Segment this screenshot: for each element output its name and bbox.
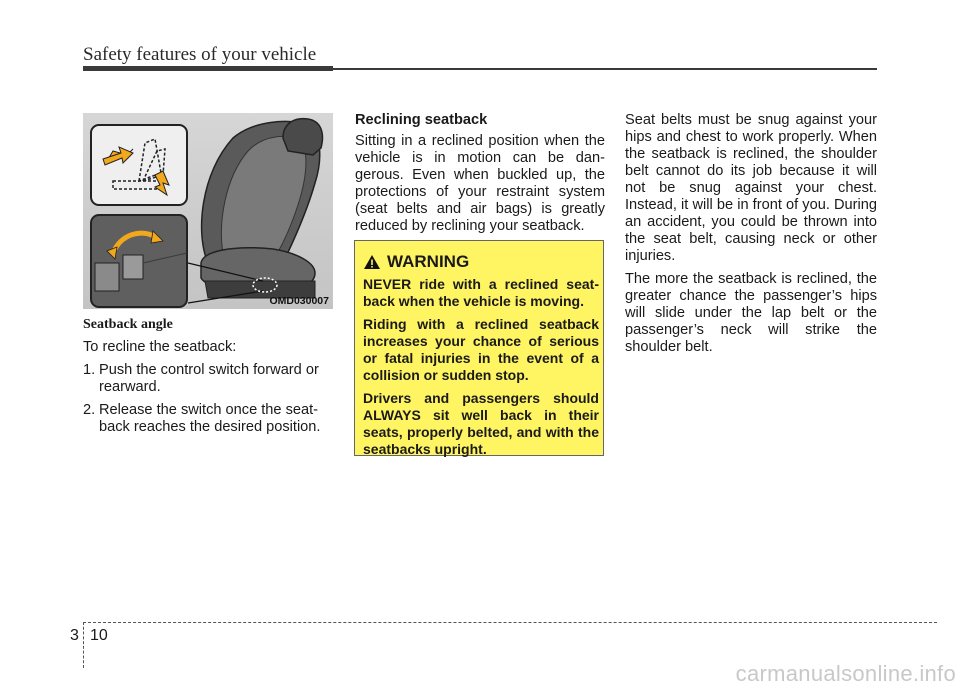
body-paragraph: Seat belts must be snug against your hips and chest to work properly. When the seatback is reclined, the shoulder belt cannot do its job because it will not be snug against your chest. Instead, it will be in front of you. During an accident, you could be thrown into the seat belt, causing neck or other injuries.	[625, 112, 877, 264]
section-heading: Seatback angle	[83, 317, 173, 332]
page-number: 10	[90, 627, 108, 644]
figure-caption: OMD030007	[269, 295, 329, 307]
right-column	[625, 112, 877, 362]
list-item	[83, 402, 335, 436]
page-header-title: Safety features of your vehicle	[83, 44, 317, 65]
header-rule	[83, 66, 333, 71]
step-text: Release the switch once the seat-back reaches the desired position.	[99, 402, 321, 435]
footer-rule	[83, 622, 937, 623]
sub-heading: Reclining seatback	[355, 112, 488, 128]
step-number: 1.	[83, 362, 96, 378]
watermark: carmanualsonline.info	[735, 661, 956, 686]
step-text: Push the control switch forward or rearward.	[99, 362, 319, 395]
warning-title: WARNING	[387, 252, 470, 271]
seat-illustration	[83, 113, 333, 309]
step-number: 2.	[83, 402, 96, 418]
seat-drawing	[83, 113, 333, 309]
warning-icon	[363, 254, 381, 270]
list-item	[83, 362, 335, 396]
middle-column	[355, 112, 605, 241]
intro-text: To recline the seatback:	[83, 339, 237, 355]
footer-divider	[83, 622, 84, 668]
body-paragraph: The more the seatback is reclined, the greater chance the passenger’s hips will slide under the lap belt or the passenger’s neck will strike the shoulder belt.	[625, 271, 877, 355]
left-column	[83, 316, 335, 442]
body-paragraph: Sitting in a reclined position when the vehicle is in motion can be dan-gerous. Even when buckled up, the protections of your restraint system (seat belts and air bags) is greatly reduced by reclining your seatback.	[355, 133, 605, 234]
warning-header	[363, 253, 599, 270]
header-rule-thin	[333, 68, 877, 70]
warning-box	[354, 240, 604, 456]
chapter-number: 3	[70, 627, 79, 644]
warning-paragraph: NEVER ride with a reclined seat-back when the vehicle is moving.	[363, 276, 599, 309]
warning-paragraph: Drivers and passengers should ALWAYS sit well back in their seats, properly belted, and with the seatbacks upright.	[363, 390, 599, 457]
warning-paragraph: Riding with a reclined seatback increases your chance of serious or fatal injuries in the event of a collision or sudden stop.	[363, 316, 599, 383]
